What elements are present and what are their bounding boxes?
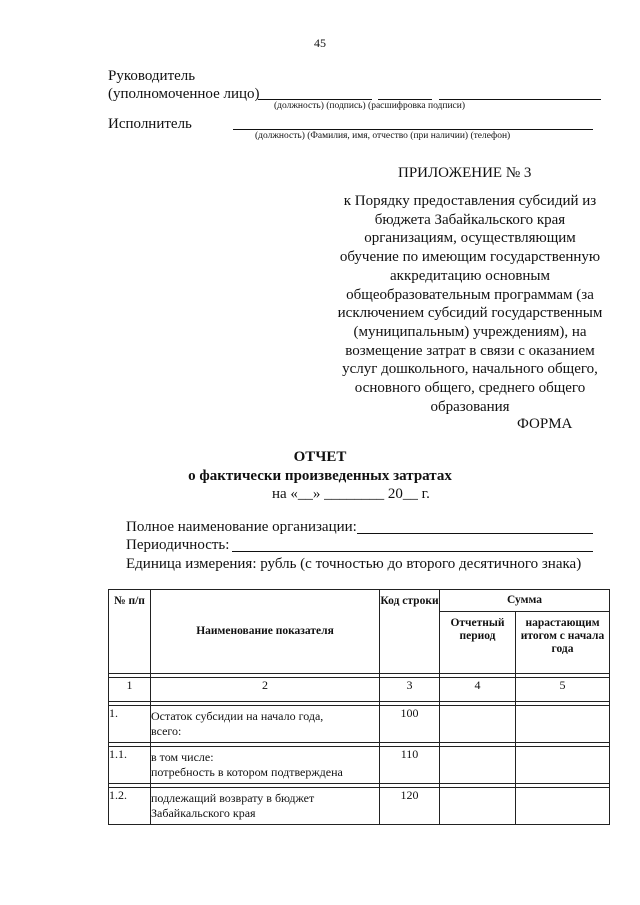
annex-line: основного общего, среднего общего	[354, 380, 586, 397]
annex-line: общеобразовательным программам (за	[346, 286, 594, 303]
row-num: 1.	[109, 706, 151, 743]
row-cumulative-value	[516, 747, 610, 784]
row-label: подлежащий возврату в бюджет Забайкальского края	[151, 788, 380, 825]
header-num: № п/п	[109, 590, 151, 674]
header-period: Отчетный период	[440, 612, 516, 674]
executor-caption: (должность) (Фамилия, имя, отчество (при наличии) (телефон)	[255, 131, 511, 141]
row-code: 120	[380, 788, 440, 825]
annex-line: (муниципальным) учреждениям), на	[353, 323, 587, 340]
row-cumulative-value	[516, 788, 610, 825]
index-cell: 2	[151, 678, 380, 702]
index-cell: 3	[380, 678, 440, 702]
header-code: Код строки	[380, 590, 440, 674]
row-code: 110	[380, 747, 440, 784]
table-row	[109, 706, 610, 743]
annex-line: образования	[430, 398, 510, 415]
row-period-value	[440, 788, 516, 825]
periodicity-line	[232, 551, 593, 552]
annex-line: возмещение затрат в связи с оказанием	[345, 342, 595, 359]
row-num: 1.1.	[109, 747, 151, 784]
head-captions: (должность) (подпись) (расшифровка подписи)	[274, 101, 466, 111]
index-cell: 1	[109, 678, 151, 702]
annex-line: обучение по имеющим государственную	[339, 249, 601, 266]
head-signature-line	[378, 99, 432, 100]
table-row	[109, 788, 610, 825]
annex-text	[330, 192, 610, 416]
executor-label: Исполнитель	[108, 116, 192, 132]
head-position-line	[258, 99, 372, 100]
row-period-value	[440, 706, 516, 743]
table-row	[109, 747, 610, 784]
annex-line: к Порядку предоставления субсидий из	[343, 193, 597, 209]
index-cell: 5	[516, 678, 610, 702]
report-date-line: на «__» ________ 20__ г.	[272, 486, 430, 502]
annex-line: организациям, осуществляющим	[364, 230, 576, 247]
report-subtitle: о фактически произведенных затратах	[188, 468, 452, 484]
header-name: Наименование показателя	[151, 590, 380, 674]
report-table	[108, 589, 610, 825]
report-title: ОТЧЕТ	[293, 449, 347, 465]
page-number: 45	[314, 36, 326, 50]
periodicity-label: Периодичность:	[126, 537, 230, 553]
annex-line: бюджета Забайкальского края	[374, 211, 566, 228]
row-period-value	[440, 747, 516, 784]
head-name-line	[439, 99, 601, 100]
row-code: 100	[380, 706, 440, 743]
index-cell: 4	[440, 678, 516, 702]
annex-line: аккредитацию основным	[390, 267, 550, 284]
form-label: ФОРМА	[517, 416, 573, 432]
row-num: 1.2.	[109, 788, 151, 825]
row-label: Остаток субсидии на начало года, всего:	[151, 706, 380, 743]
head-label-line1: Руководитель	[108, 68, 196, 84]
head-label-line2: (уполномоченное лицо)	[108, 86, 260, 102]
row-cumulative-value	[516, 706, 610, 743]
annex-title: ПРИЛОЖЕНИЕ № 3	[398, 165, 532, 181]
annex-line: исключением субсидий государственным	[337, 305, 603, 322]
org-name-line	[357, 533, 593, 534]
header-sum: Сумма	[440, 590, 610, 612]
annex-line: услуг дошкольного, начального общего,	[342, 361, 598, 378]
org-name-label: Полное наименование организации:	[126, 519, 357, 535]
header-cumulative: нарастающим итогом с начала года	[516, 612, 610, 674]
row-label: в том числе: потребность в котором подтверждена	[151, 747, 380, 784]
executor-line	[233, 129, 593, 130]
unit-label: Единица измерения: рубль (с точностью до второго десятичного знака)	[126, 556, 582, 572]
